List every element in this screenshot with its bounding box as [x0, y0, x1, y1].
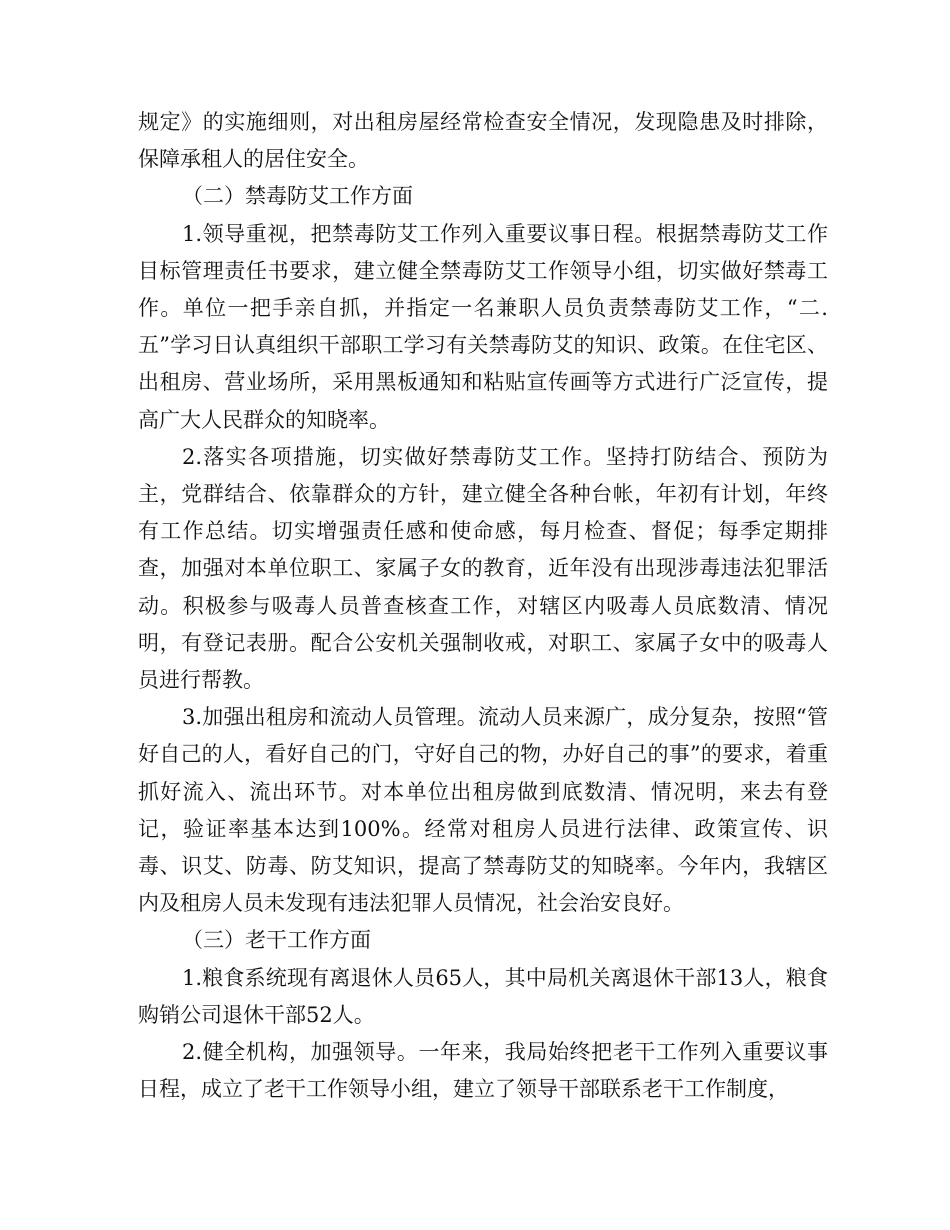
paragraph-item-1-retired: 1.粮食系统现有离退休人员65人，其中局机关离退休干部13人，粮食购销公司退休干部52人。 [138, 965, 828, 1027]
paragraph-item-3: 3.加强出租房和流动人员管理。流动人员来源广，成分复杂，按照“管好自己的人，看好自己的门，守好自己的物，办好自己的事”的要求，着重抓好流入、流出环节。对本单位出租房做到底数清、情况明，来去有登记，验证率基本达到100%。经常对租房人员进行法律、政策宣传、识毒、识艾、防毒、防艾知识，提高了禁毒防艾的知晓率。今年内，我辖区内及租房人员未发现有违法犯罪人员情况，社会治安良好。 [138, 705, 828, 916]
document-body [138, 104, 828, 1108]
paragraph-item-2-retired: 2.健全机构，加强领导。一年来，我局始终把老干工作列入重要议事日程，成立了老干工作领导小组，建立了领导干部联系老干工作制度， [138, 1040, 828, 1102]
paragraph-item-2: 2.落实各项措施，切实做好禁毒防艾工作。坚持打防结合、预防为主，党群结合、依靠群众的方针，建立健全各种台帐，年初有计划，年终有工作总结。切实增强责任感和使命感，每月检查、督促；每季定期排查，加强对本单位职工、家属子女的教育，近年没有出现涉毒违法犯罪活动。积极参与吸毒人员普查核查工作，对辖区内吸毒人员底数清、情况明，有登记表册。配合公安机关强制收戒，对职工、家属子女中的吸毒人员进行帮教。 [138, 444, 828, 693]
paragraph-item-1: 1.领导重视，把禁毒防艾工作列入重要议事日程。根据禁毒防艾工作目标管理责任书要求，建立健全禁毒防艾工作领导小组，切实做好禁毒工作。单位一把手亲自抓，并指定一名兼职人员负责禁毒防艾工作，“二.五”学习日认真组织干部职工学习有关禁毒防艾的知识、政策。在住宅区、出租房、营业场所，采用黑板通知和粘贴宣传画等方式进行广泛宣传，提高广大人民群众的知晓率。 [138, 221, 828, 432]
section-heading-drug-aids: （二）禁毒防艾工作方面 [182, 184, 413, 209]
paragraph-continuation: 规定》的实施细则，对出租房屋经常检查安全情况，发现隐患及时排除，保障承租人的居住安全。 [138, 110, 828, 172]
section-heading-retired-cadres: （三）老干工作方面 [182, 928, 371, 953]
